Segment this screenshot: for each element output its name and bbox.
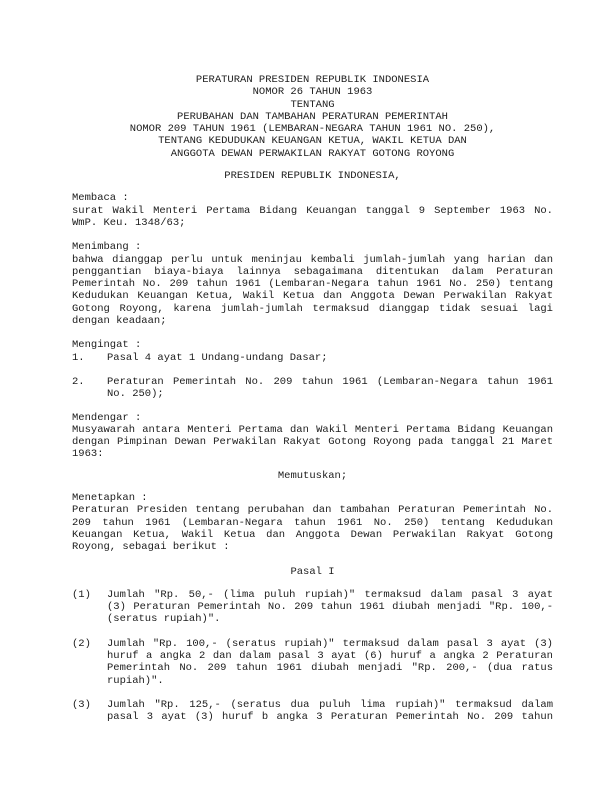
text-line: rupiah)". [107, 674, 164, 687]
text-line: No. 250); [107, 388, 164, 401]
section-mengingat [72, 339, 553, 400]
text-line: PERATURAN PRESIDEN REPUBLIK INDONESIA [195, 74, 430, 86]
text-line: Gotong Royong, karena jumlah-jumlah termaksud dianggap tidak sesuai lagi [72, 302, 553, 315]
list-item [72, 352, 553, 364]
text-line: Pemerintah No. 209 tahun 1961 diubah menjadi "Rp. 200,- (dua ratus [107, 662, 553, 675]
section-label-mendengar: Mendengar : [72, 411, 142, 424]
section-membaca [72, 192, 553, 229]
text-line: Pemerintah No. 209 tahun 1961 (Lembaran-Negara tahun 1961 No. 250) tentang [72, 278, 553, 291]
text-line: Pasal 4 ayat 1 Undang-undang Dasar; [107, 351, 328, 364]
text-line: huruf a angka 2 dan dalam pasal 3 ayat (6) huruf a angka 2 Peraturan [107, 649, 553, 662]
item-body [107, 638, 553, 687]
text-line: penggantian biaya-biaya lainnya sebagaimana ditentukan dalam Peraturan [72, 265, 553, 278]
text-line: TENTANG [290, 98, 335, 111]
pasal-1-items [72, 589, 553, 724]
section-label-menimbang: Menimbang : [72, 241, 142, 254]
menetapkan-paragraph [72, 504, 553, 553]
text-line: Keuangan Ketua, Wakil Ketua dan Anggota Dewan Perwakilan Rakyat Gotong [72, 528, 553, 541]
section-mendengar [72, 412, 553, 461]
item-marker: (1) [72, 588, 91, 601]
item-body [107, 699, 553, 724]
text-line: surat Wakil Menteri Pertama Bidang Keuangan tanggal 9 September 1963 No. [72, 204, 553, 217]
text-line: Peraturan Presiden tentang perubahan dan tambahan Peraturan Pemerintah No. [72, 504, 553, 517]
text-line: (seratus rupiah)". [107, 613, 221, 626]
list-item [72, 589, 553, 626]
text-line: dengan Pimpinan Dewan Perwakilan Rakyat Gotong Royong pada tanggal 21 Maret [72, 436, 553, 449]
text-line: PERUBAHAN DAN TAMBAHAN PERATURAN PEMERINTAH [177, 110, 448, 123]
list-item [72, 376, 553, 401]
item-marker: 1. [72, 351, 85, 364]
text-line: pasal 3 ayat (3) huruf b angka 3 Peraturan Pemerintah No. 209 tahun [107, 711, 553, 724]
section-menetapkan [72, 492, 553, 553]
membaca-paragraph [72, 205, 553, 230]
text-line: Royong, sebagai berikut : [72, 541, 230, 554]
text-line: NOMOR 26 TAHUN 1963 [252, 86, 373, 99]
document-text-block [72, 74, 553, 723]
mendengar-paragraph [72, 424, 553, 461]
section-menimbang [72, 241, 553, 327]
document-title [72, 74, 553, 160]
text-line: Jumlah "Rp. 125,- (seratus dua puluh lima rupiah)" termaksud dalam [107, 698, 553, 711]
text-line: TENTANG KEDUDUKAN KEUANGAN KETUA, WAKIL KETUA DAN [158, 135, 467, 148]
text-line: bahwa dianggap perlu untuk meninjau kembali jumlah-jumlah yang harian dan [72, 253, 553, 266]
text-line: Peraturan Pemerintah No. 209 tahun 1961 (Lembaran-Negara tahun 1961 [107, 375, 553, 388]
memutuskan-line: Memutuskan; [277, 469, 348, 482]
text-line: Kedudukan Keuangan Ketua, Wakil Ketua dan Anggota Dewan Perwakilan Rakyat [72, 290, 553, 303]
section-label-menetapkan: Menetapkan : [72, 492, 148, 505]
text-line: NOMOR 209 TAHUN 1961 (LEMBARAN-NEGARA TAHUN 1961 NO. 250), [129, 123, 496, 136]
menimbang-paragraph [72, 254, 553, 328]
title-lines [72, 74, 553, 160]
text-line: 1963: [72, 448, 104, 461]
section-label-mengingat: Mengingat : [72, 339, 142, 352]
item-body [107, 376, 553, 401]
mengingat-items [72, 352, 553, 401]
text-line: Jumlah "Rp. 100,- (seratus rupiah)" termaksud dalam pasal 3 ayat (3) [107, 637, 553, 650]
text-line: WmP. Keu. 1348/63; [72, 216, 186, 229]
item-marker: 2. [72, 375, 85, 388]
issuer-line: PRESIDEN REPUBLIK INDONESIA, [224, 170, 401, 183]
item-body [107, 352, 553, 364]
item-marker: (2) [72, 637, 91, 650]
text-line: ANGGOTA DEWAN PERWAKILAN RAKYAT GOTONG ROYONG [170, 147, 455, 160]
text-line: Musyawarah antara Menteri Pertama dan Wakil Menteri Pertama Bidang Keuangan [72, 423, 553, 436]
text-line: (3) Peraturan Pemerintah No. 209 tahun 1961 diubah menjadi "Rp. 100,- [107, 601, 553, 614]
pasal-1-heading: Pasal I [290, 565, 335, 578]
text-line: 209 tahun 1961 (Lembaran-Negara tahun 1961 No. 250) tentang Kedudukan [72, 516, 553, 529]
section-label-membaca: Membaca : [72, 192, 129, 205]
text-line: dengan keadaan; [72, 315, 167, 328]
item-marker: (3) [72, 698, 91, 711]
list-item [72, 699, 553, 724]
item-body [107, 589, 553, 626]
text-line: Jumlah "Rp. 50,- (lima puluh rupiah)" termaksud dalam pasal 3 ayat [107, 588, 553, 601]
list-item [72, 638, 553, 687]
